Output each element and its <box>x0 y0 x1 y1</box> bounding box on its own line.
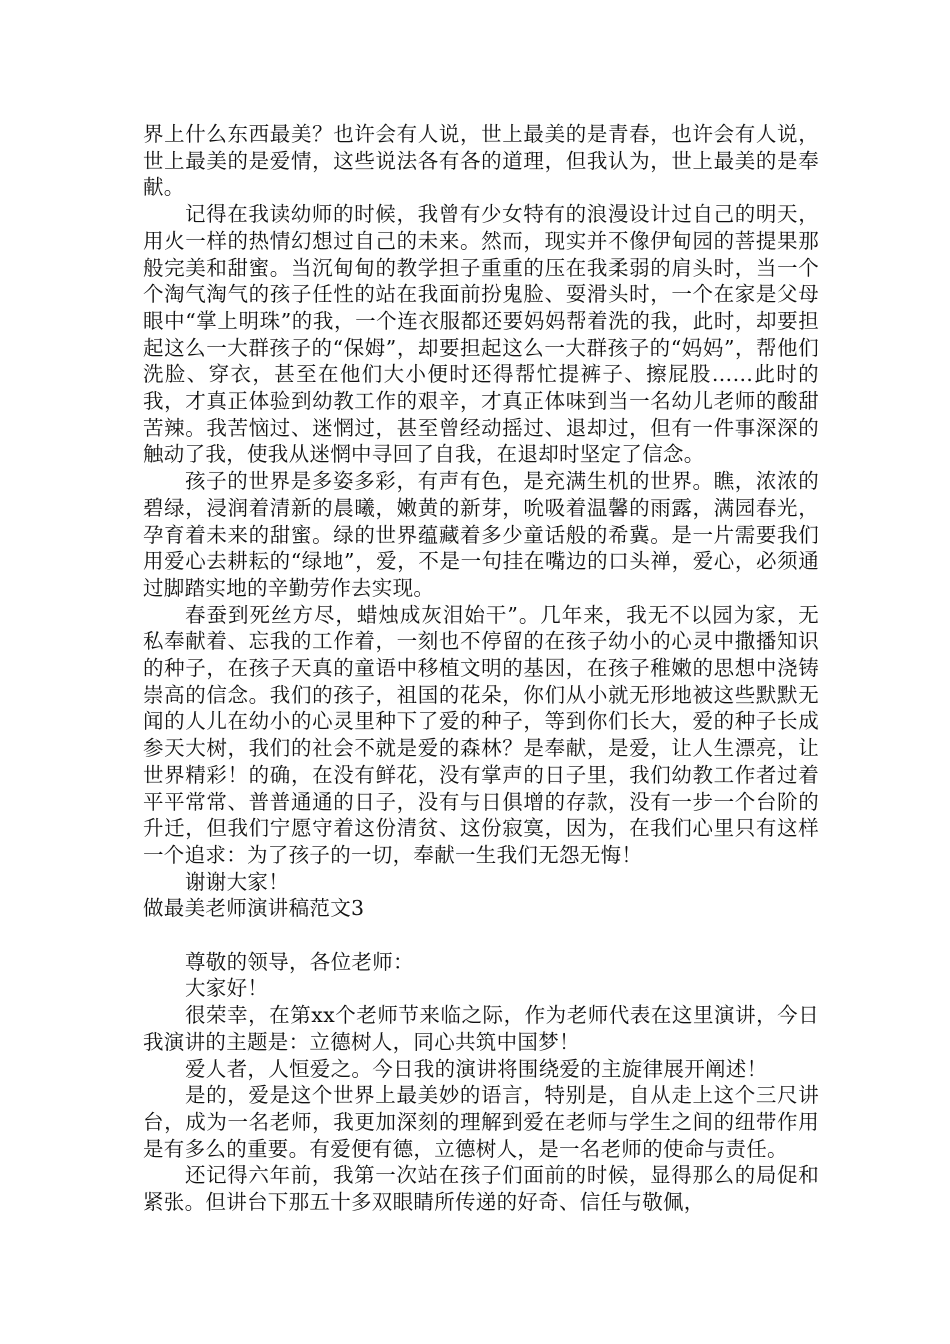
paragraph: 春蚕到死丝方尽，蜡烛成灰泪始干”。几年来，我无不以园为家，无私奉献着、忘我的工作着，一刻也不停留的在孩子幼小的心灵中撒播知识的种子，在孩子天真的童语中移植文明的基因，在孩子稚嫩的思想中浇铸崇高的信念。我们的孩子，祖国的花朵，你们从小就无形地被这些默默无闻的人儿在幼小的心灵里种下了爱的种子，等到你们长大，爱的种子长成参天大树，我们的社会不就是爱的森林？是奉献，是爱，让人生漂亮，让世界精彩！的确，在没有鲜花，没有掌声的日子里，我们幼教工作者过着平平常常、普普通通的日子，没有与日俱增的存款，没有一步一个台阶的升迁，但我们宁愿守着这份清贫、这份寂寞，因为，在我们心里只有这样一个追求：为了孩子的一切，奉献一生我们无怨无悔！ <box>143 602 819 867</box>
closing-thanks: 谢谢大家！ <box>185 869 289 894</box>
paragraph: 爱人者，人恒爱之。今日我的演讲将围绕爱的主旋律展开阐述！ <box>185 1056 768 1081</box>
paragraph: 孩子的世界是多姿多彩，有声有色，是充满生机的世界。瞧，浓浓的碧绿，浸润着清新的晨曦，嫩黄的新芽，吮吸着温馨的雨露，满园春光，孕育着未来的甜蜜。绿的世界蕴藏着多少童话般的希冀。是一片需要我们用爱心去耕耘的“绿地”，爱，不是一句挂在嘴边的口头禅，爱心，必须通过脚踏实地的辛勤劳作去实现。 <box>143 469 819 600</box>
greeting: 大家好！ <box>185 976 269 1001</box>
paragraph: 很荣幸，在第xx个老师节来临之际，作为老师代表在这里演讲，今日我演讲的主题是：立德树人，同心共筑中国梦！ <box>143 1003 819 1054</box>
paragraph: 是的，爱是这个世界上最美妙的语言，特别是，自从走上这个三尺讲台，成为一名老师，我更加深刻的理解到爱在老师与学生之间的纽带作用是有多么的重要。有爱便有德，立德树人，是一名老师的使命与责任。 <box>143 1083 819 1161</box>
document-body <box>143 121 819 1216</box>
paragraph-continued: 界上什么东西最美？也许会有人说，世上最美的是青春，也许会有人说，世上最美的是爱情，这些说法各有各的道理，但我认为，世上最美的是奉献。 <box>143 122 819 200</box>
section-title: 做最美老师演讲稿范文3 <box>143 896 365 921</box>
paragraph: 记得在我读幼师的时候，我曾有少女特有的浪漫设计过自己的明天，用火一样的热情幻想过自己的未来。然而，现实并不像伊甸园的菩提果那般完美和甜蜜。当沉甸甸的教学担子重重的压在我柔弱的肩头时，当一个个淘气淘气的孩子任性的站在我面前扮鬼脸、耍滑头时，一个在家是父母眼中“掌上明珠”的我，一个连衣服都还要妈妈帮着洗的我，此时，却要担起这么一大群孩子的“保姆”，却要担起这么一大群孩子的“妈妈”，帮他们洗脸、穿衣，甚至在他们大小便时还得帮忙提裤子、擦屁股……此时的我，才真正体验到幼教工作的艰辛，才真正体味到当一名幼儿老师的酸甜苦辣。我苦恼过、迷惘过，甚至曾经动摇过、退却过，但有一件事深深的触动了我，使我从迷惘中寻回了自我，在退却时坚定了信念。 <box>143 202 819 467</box>
blank-line <box>143 922 819 949</box>
paragraph: 还记得六年前，我第一次站在孩子们面前的时候，显得那么的局促和紧张。但讲台下那五十多双眼睛所传递的好奇、信任与敬佩， <box>143 1163 819 1215</box>
salutation: 尊敬的领导，各位老师： <box>185 949 414 974</box>
